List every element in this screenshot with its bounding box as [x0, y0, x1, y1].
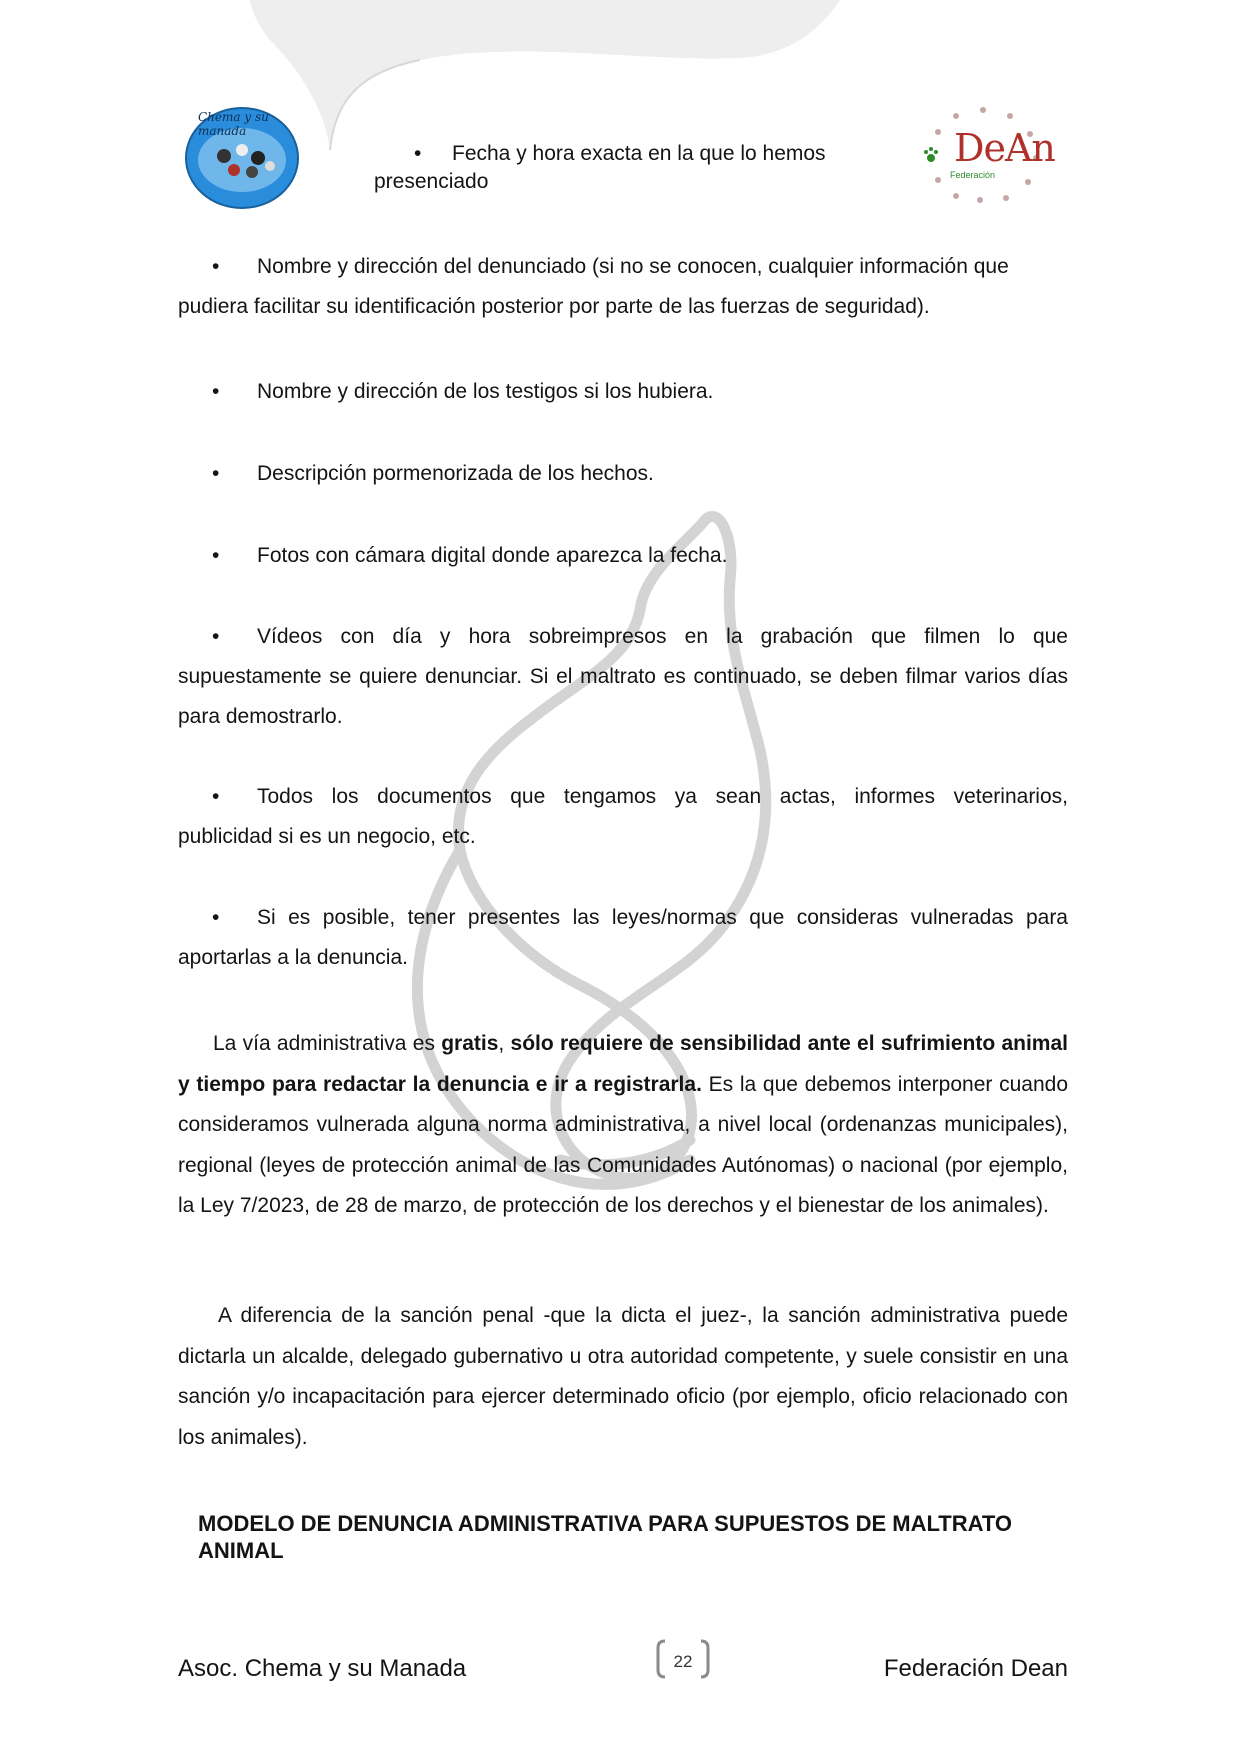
paragraph-via-administrativa — [178, 1024, 1068, 1227]
list-item-line1: Si es posible, tener presentes las leyes/normas que consideras vulneradas para — [257, 906, 1068, 929]
bullet-symbol: • — [212, 625, 220, 648]
list-item-rest: pudiera facilitar su identificación posterior por parte de las fuerzas de seguridad). — [178, 295, 930, 318]
paragraph1-tail: Es la que debemos interponer cuando consideramos vulnerada alguna norma administrativa, a nivel local (ordenanzas municipales), regional (leyes de protección animal de las Comunidades Autónomas) o nacional (por ejemplo, la Ley 7/2023, de 28 de marzo, de protección de los derechos y el bienestar de los animales). — [178, 1072, 1068, 1217]
bullet-symbol: • — [212, 785, 220, 808]
page-number: 22 — [673, 1652, 693, 1671]
list-item — [178, 454, 1068, 494]
list-item — [178, 536, 1068, 576]
list-item — [178, 777, 1068, 857]
list-item-line1: Nombre y dirección del denunciado (si no se conocen, cualquier información que — [257, 255, 1009, 278]
list-item-line1: Vídeos con día y hora sobreimpresos en la grabación que filmen lo que — [257, 625, 1068, 648]
bullet-symbol: • — [212, 380, 220, 403]
paragraph1-sep: , — [498, 1032, 511, 1055]
paragraph-sancion: A diferencia de la sanción penal -que la dicta el juez-, la sanción administrativa puede dictarla un alcalde, delegado gubernativo u otra autoridad competente, y suele consistir en una sanción y/o incapacitación para ejercer determinado oficio (por ejemplo, oficio relacionado con los animales). — [178, 1304, 1068, 1449]
chema-manada-logo — [184, 106, 300, 210]
list-item-line1: Fotos con cámara digital donde aparezca la fecha. — [257, 544, 728, 567]
list-item — [178, 898, 1068, 978]
federacion-dean-logo — [920, 102, 1055, 206]
continued-bullet-line1: Fecha y hora exacta en la que lo hemos — [452, 142, 826, 165]
list-item-rest: supuestamente se quiere denunciar. Si el maltrato es continuado, se deben filmar varios días para demostrarlo. — [178, 665, 1068, 728]
footer-right: Federación Dean — [883, 1655, 1068, 1682]
bullet-symbol: • — [414, 142, 422, 165]
bullet-symbol: • — [212, 255, 220, 278]
right-logo-sub: Federación — [950, 170, 996, 180]
right-logo-text: DeAn — [954, 126, 1055, 170]
list-item-rest: publicidad si es un negocio, etc. — [178, 825, 476, 848]
bullet-symbol: • — [212, 462, 220, 485]
list-item-line1: Todos los documentos que tengamos ya sean actas, informes veterinarios, — [257, 785, 1068, 808]
bullet-symbol: • — [212, 906, 220, 929]
page-number-box — [655, 1638, 711, 1680]
list-item-rest: aportarlas a la denuncia. — [178, 946, 408, 969]
footer-left: Asoc. Chema y su Manada — [178, 1655, 467, 1682]
left-logo-text: Chema y su manada — [198, 110, 269, 138]
list-item — [178, 247, 1068, 327]
section-heading: MODELO DE DENUNCIA ADMINISTRATIVA PARA SUPUESTOS DE MALTRATO ANIMAL — [198, 1511, 1013, 1563]
continued-bullet-line2: presenciado — [374, 170, 489, 193]
bullet-symbol: • — [212, 544, 220, 567]
paragraph1-lead: La vía administrativa es — [213, 1032, 442, 1055]
paragraph1-bold-requirement: sólo requiere de sensibilidad ante el sufrimiento animal y tiempo para redactar la denuncia e ir a registrarla. — [178, 1032, 1068, 1096]
list-item-line1: Nombre y dirección de los testigos si los hubiera. — [257, 380, 714, 403]
list-item — [178, 372, 1068, 412]
list-item-line1: Descripción pormenorizada de los hechos. — [257, 462, 654, 485]
paragraph1-bold-gratis: gratis — [441, 1032, 499, 1055]
list-item — [178, 617, 1068, 737]
continued-bullet — [374, 140, 894, 196]
